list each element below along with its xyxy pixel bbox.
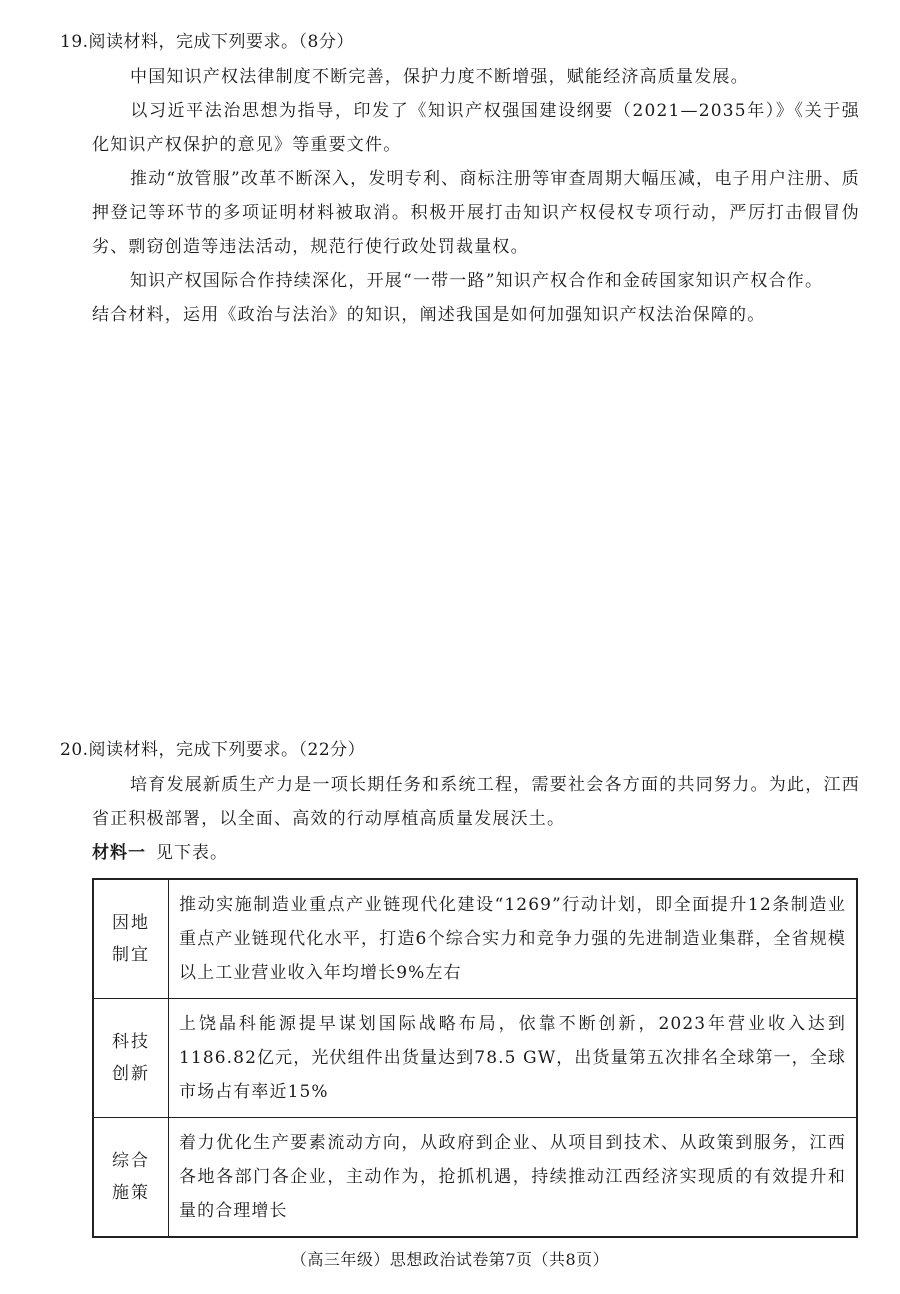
q19-paragraph	[92, 264, 860, 298]
material-one-label	[92, 845, 228, 862]
row-content: 推动实施制造业重点产业链现代化建设“1269”行动计划，即全面提升12条制造业重点产业链现代化水平，打造6个综合实力和竞争力强的先进制造业集群，全省规模以上工业营业收入年均增长9%左右	[169, 879, 858, 999]
row-label-line: 综合	[112, 1151, 150, 1171]
q19-paragraph-text: 推动“放管服”改革不断深入，发明专利、商标注册等审查周期大幅压减，电子用户注册、质押登记等环节的多项证明材料被取消。积极开展打击知识产权侵权专项行动，严厉打击假冒伪劣、剽窃创造等违法活动，规范行使行政处罚裁量权。	[92, 169, 860, 257]
material-table	[92, 878, 858, 1238]
table-row	[93, 1118, 857, 1238]
page-footer: （高三年级）思想政治试卷第7页（共8页）	[290, 1250, 610, 1269]
row-label-line: 施策	[112, 1183, 150, 1203]
row-label-line: 制宜	[112, 945, 150, 965]
q19-question-prompt: 结合材料，运用《政治与法治》的知识，阐述我国是如何加强知识产权法治保障的。	[92, 305, 766, 325]
material-one-note: 见下表。	[156, 843, 228, 863]
row-label	[93, 1118, 169, 1238]
q19-paragraph	[92, 162, 860, 264]
q19-paragraph	[92, 60, 860, 94]
question-19-heading: 19.阅读材料，完成下列要求。（8分）	[60, 32, 354, 52]
q19-paragraph-text: 知识产权国际合作持续深化，开展“一带一路”知识产权合作和金砖国家知识产权合作。	[130, 271, 824, 291]
row-label-line: 因地	[112, 913, 150, 933]
row-label	[93, 999, 169, 1118]
q19-paragraph-text: 以习近平法治思想为指导，印发了《知识产权强国建设纲要（2021—2035年）》《关于强化知识产权保护的意见》等重要文件。	[92, 101, 860, 155]
row-label-line: 科技	[112, 1032, 150, 1052]
table-row	[93, 879, 857, 999]
row-content: 着力优化生产要素流动方向，从政府到企业、从项目到技术、从政策到服务，江西各地各部门各企业，主动作为，抢抓机遇，持续推动江西经济实现质的有效提升和量的合理增长	[169, 1118, 858, 1238]
question-19-material	[92, 60, 860, 332]
q20-intro-text: 培育发展新质生产力是一项长期任务和系统工程，需要社会各方面的共同努力。为此，江西省正积极部署，以全面、高效的行动厚植高质量发展沃土。	[92, 775, 860, 829]
table-row	[93, 999, 857, 1118]
question-20-intro	[92, 768, 860, 836]
q19-paragraph-text: 中国知识产权法律制度不断完善，保护力度不断增强，赋能经济高质量发展。	[130, 67, 749, 87]
row-label	[93, 879, 169, 999]
row-label-line: 创新	[112, 1064, 150, 1084]
row-content: 上饶晶科能源提早谋划国际战略布局，依靠不断创新，2023年营业收入达到1186.82亿元，光伏组件出货量达到78.5 GW，出货量第五次排名全球第一，全球市场占有率近15%	[169, 999, 858, 1118]
question-20-heading: 20.阅读材料，完成下列要求。（22分）	[60, 740, 366, 760]
q19-paragraph	[92, 94, 860, 162]
material-one-title: 材料一	[92, 843, 146, 863]
